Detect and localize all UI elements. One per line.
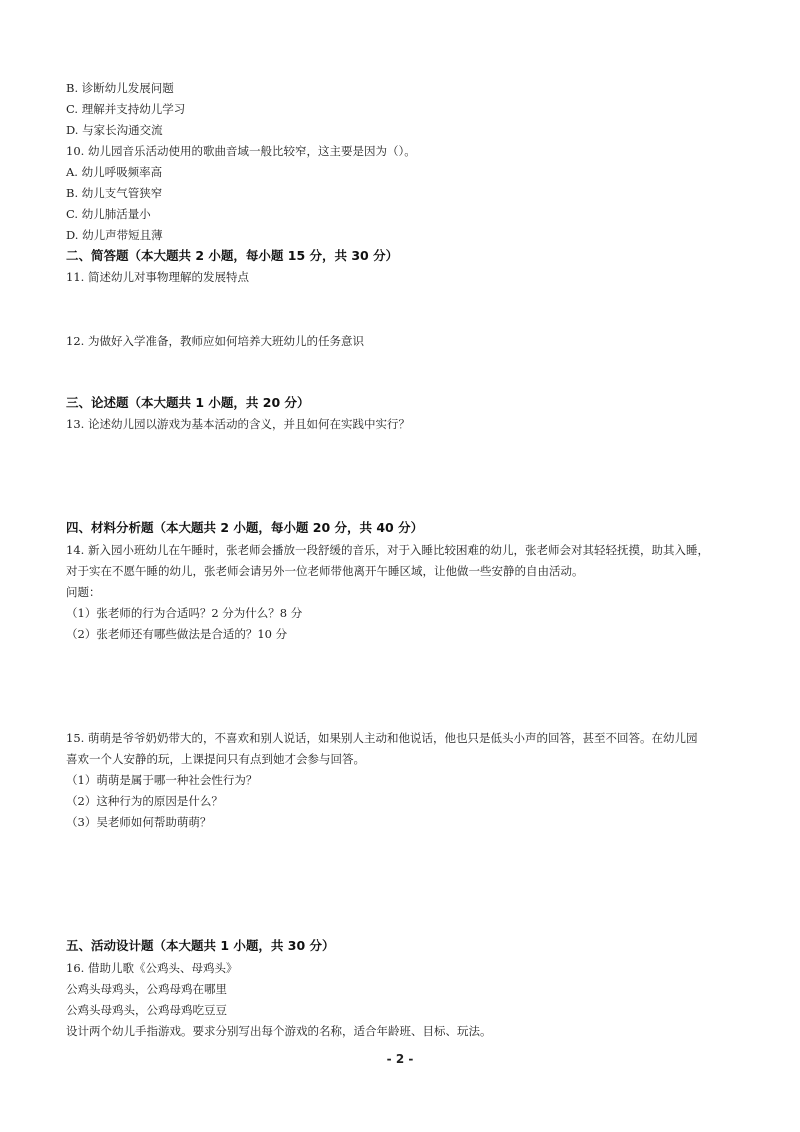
question-12: 12. 为做好入学准备，教师应如何培养大班幼儿的任务意识 — [66, 334, 364, 348]
q9-option-c: C. 理解并支持幼儿学习 — [66, 102, 186, 116]
question-16-line3: 公鸡头母鸡头，公鸡母鸡吃豆豆 — [66, 1003, 227, 1017]
question-15-sub1: （1）萌萌是属于哪一种社会性行为？ — [66, 773, 258, 787]
question-15-line1: 15. 萌萌是爷爷奶奶带大的，不喜欢和别人说话，如果别人主动和他说话，他也只是低头小声的回答，甚至不回答。在幼儿园 — [66, 731, 698, 745]
question-14-sub2: （2）张老师还有哪些做法是合适的？10 分 — [66, 627, 288, 641]
question-15-sub2: （2）这种行为的原因是什么？ — [66, 794, 223, 808]
question-16-line4: 设计两个幼儿手指游戏。要求分别写出每个游戏的名称，适合年龄班、目标、玩法。 — [66, 1024, 492, 1038]
q10-option-c: C. 幼儿肺活量小 — [66, 207, 151, 221]
q9-option-b: B. 诊断幼儿发展问题 — [66, 81, 174, 95]
question-14-sub1: （1）张老师的行为合适吗？2 分为什么？8 分 — [66, 606, 303, 620]
q10-stem: 10. 幼儿园音乐活动使用的歌曲音域一般比较窄，这主要是因为（）。 — [66, 144, 416, 158]
q9-option-d: D. 与家长沟通交流 — [66, 123, 163, 137]
question-16-line2: 公鸡头母鸡头，公鸡母鸡在哪里 — [66, 982, 227, 996]
q10-option-b: B. 幼儿支气管狭窄 — [66, 186, 163, 200]
question-16-line1: 16. 借助儿歌《公鸡头、母鸡头》 — [66, 961, 238, 975]
q10-option-d: D. 幼儿声带短且薄 — [66, 228, 163, 242]
page-number: - 2 - — [386, 1052, 414, 1066]
section2-heading: 二、简答题（本大题共 2 小题，每小题 15 分，共 30 分） — [66, 248, 399, 263]
question-11: 11. 简述幼儿对事物理解的发展特点 — [66, 270, 249, 284]
section5-heading: 五、活动设计题（本大题共 1 小题，共 30 分） — [66, 938, 335, 953]
question-13: 13. 论述幼儿园以游戏为基本活动的含义，并且如何在实践中实行？ — [66, 417, 410, 431]
question-14-line2: 对于实在不愿午睡的幼儿，张老师会请另外一位老师带他离开午睡区域，让他做一些安静的自由活动。 — [66, 564, 584, 578]
section4-heading: 四、材料分析题（本大题共 2 小题，每小题 20 分，共 40 分） — [66, 520, 424, 535]
section3-heading: 三、论述题（本大题共 1 小题，共 20 分） — [66, 395, 310, 410]
question-14-ask: 问题： — [66, 585, 101, 599]
question-14-line1: 14. 新入园小班幼儿在午睡时，张老师会播放一段舒缓的音乐，对于入睡比较困难的幼儿，张老师会对其轻轻抚摸，助其入睡， — [66, 543, 709, 557]
question-15-line2: 喜欢一个人安静的玩，上课提问只有点到她才会参与回答。 — [66, 752, 365, 766]
question-15-sub3: （3）吴老师如何帮助萌萌？ — [66, 815, 212, 829]
q10-option-a: A. 幼儿呼吸频率高 — [66, 165, 163, 179]
